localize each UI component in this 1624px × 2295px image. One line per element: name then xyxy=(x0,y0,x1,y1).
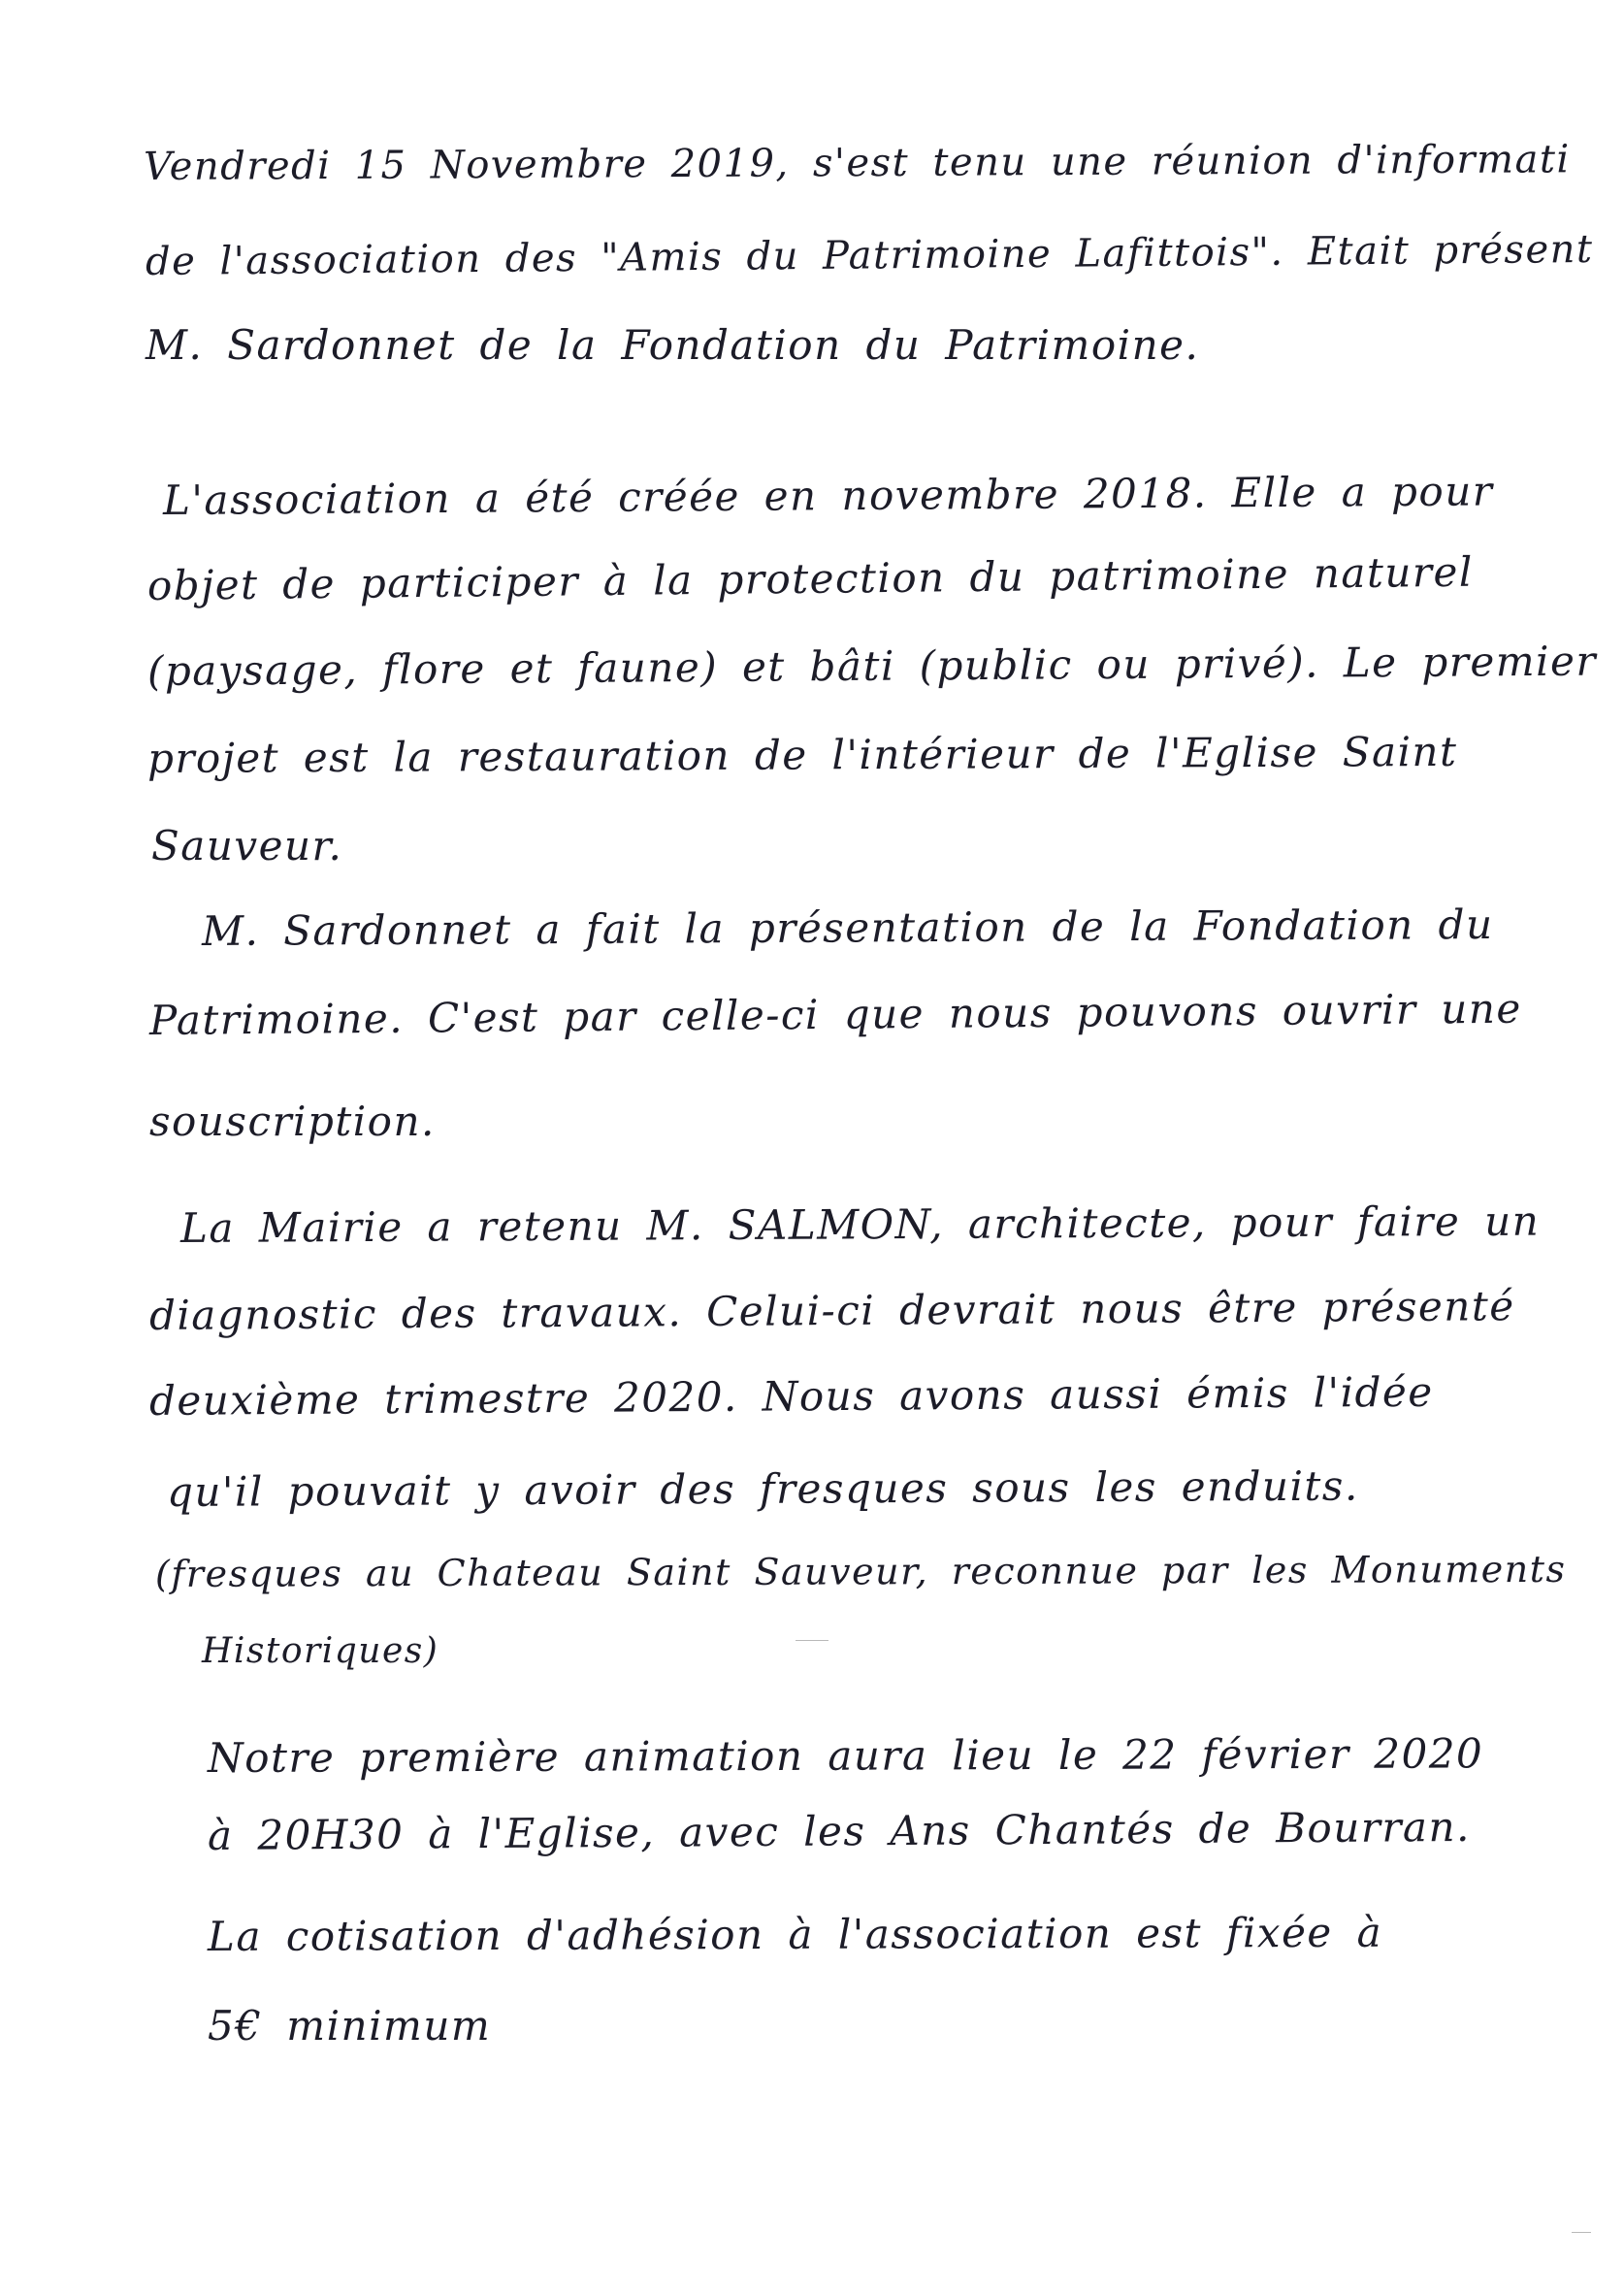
text-line: Sauveur. xyxy=(151,822,343,869)
text-line: projet est la restauration de l'intérieur de l'Eglise Saint xyxy=(146,727,1458,782)
text-line: M. Sardonnet de la Fondation du Patrimoine. xyxy=(146,321,1200,369)
text-line: deuxième trimestre 2020. Nous avons aussi émis l'idée xyxy=(148,1367,1434,1425)
text-line: à 20H30 à l'Eglise, avec les Ans Chantés de Bourran. xyxy=(207,1802,1472,1859)
text-line: (paysage, flore et faune) et bâti (public ou privé). Le premier xyxy=(146,637,1598,695)
text-line: M. Sardonnet a fait la présentation de la Fondation du xyxy=(201,901,1494,955)
text-line: La cotisation d'adhésion à l'association est fixée à xyxy=(207,1908,1383,1960)
text-line: de l'association des "Amis du Patrimoine Lafittois". Etait présent xyxy=(145,226,1594,284)
text-line: Vendredi 15 Novembre 2019, s'est tenu une réunion d'informati xyxy=(143,137,1571,189)
text-line: qu'il pouvait y avoir des fresques sous les enduits. xyxy=(166,1461,1359,1516)
scan-speck xyxy=(1572,2232,1591,2233)
text-line: Patrimoine. C'est par celle-ci que nous pouvons ouvrir une xyxy=(148,984,1522,1044)
text-line: La Mairie a retenu M. SALMON, architecte, pour faire un xyxy=(179,1197,1541,1252)
text-line: (fresques au Chateau Saint Sauveur, reconnue par les Monuments xyxy=(154,1547,1567,1595)
text-line: 5€ minimum xyxy=(208,2002,492,2049)
text-line: objet de participer à la protection du patrimoine naturel xyxy=(146,547,1474,609)
text-line: souscription. xyxy=(149,1098,436,1145)
scan-speck xyxy=(796,1640,828,1641)
text-line: Notre première animation aura lieu le 22 février 2020 xyxy=(207,1729,1484,1782)
text-line: L'association a été créée en novembre 2018. Elle a pour xyxy=(162,467,1494,524)
text-line: diagnostic des travaux. Celui-ci devrait nous être présenté xyxy=(148,1282,1515,1339)
text-line: Historiques) xyxy=(202,1631,439,1671)
